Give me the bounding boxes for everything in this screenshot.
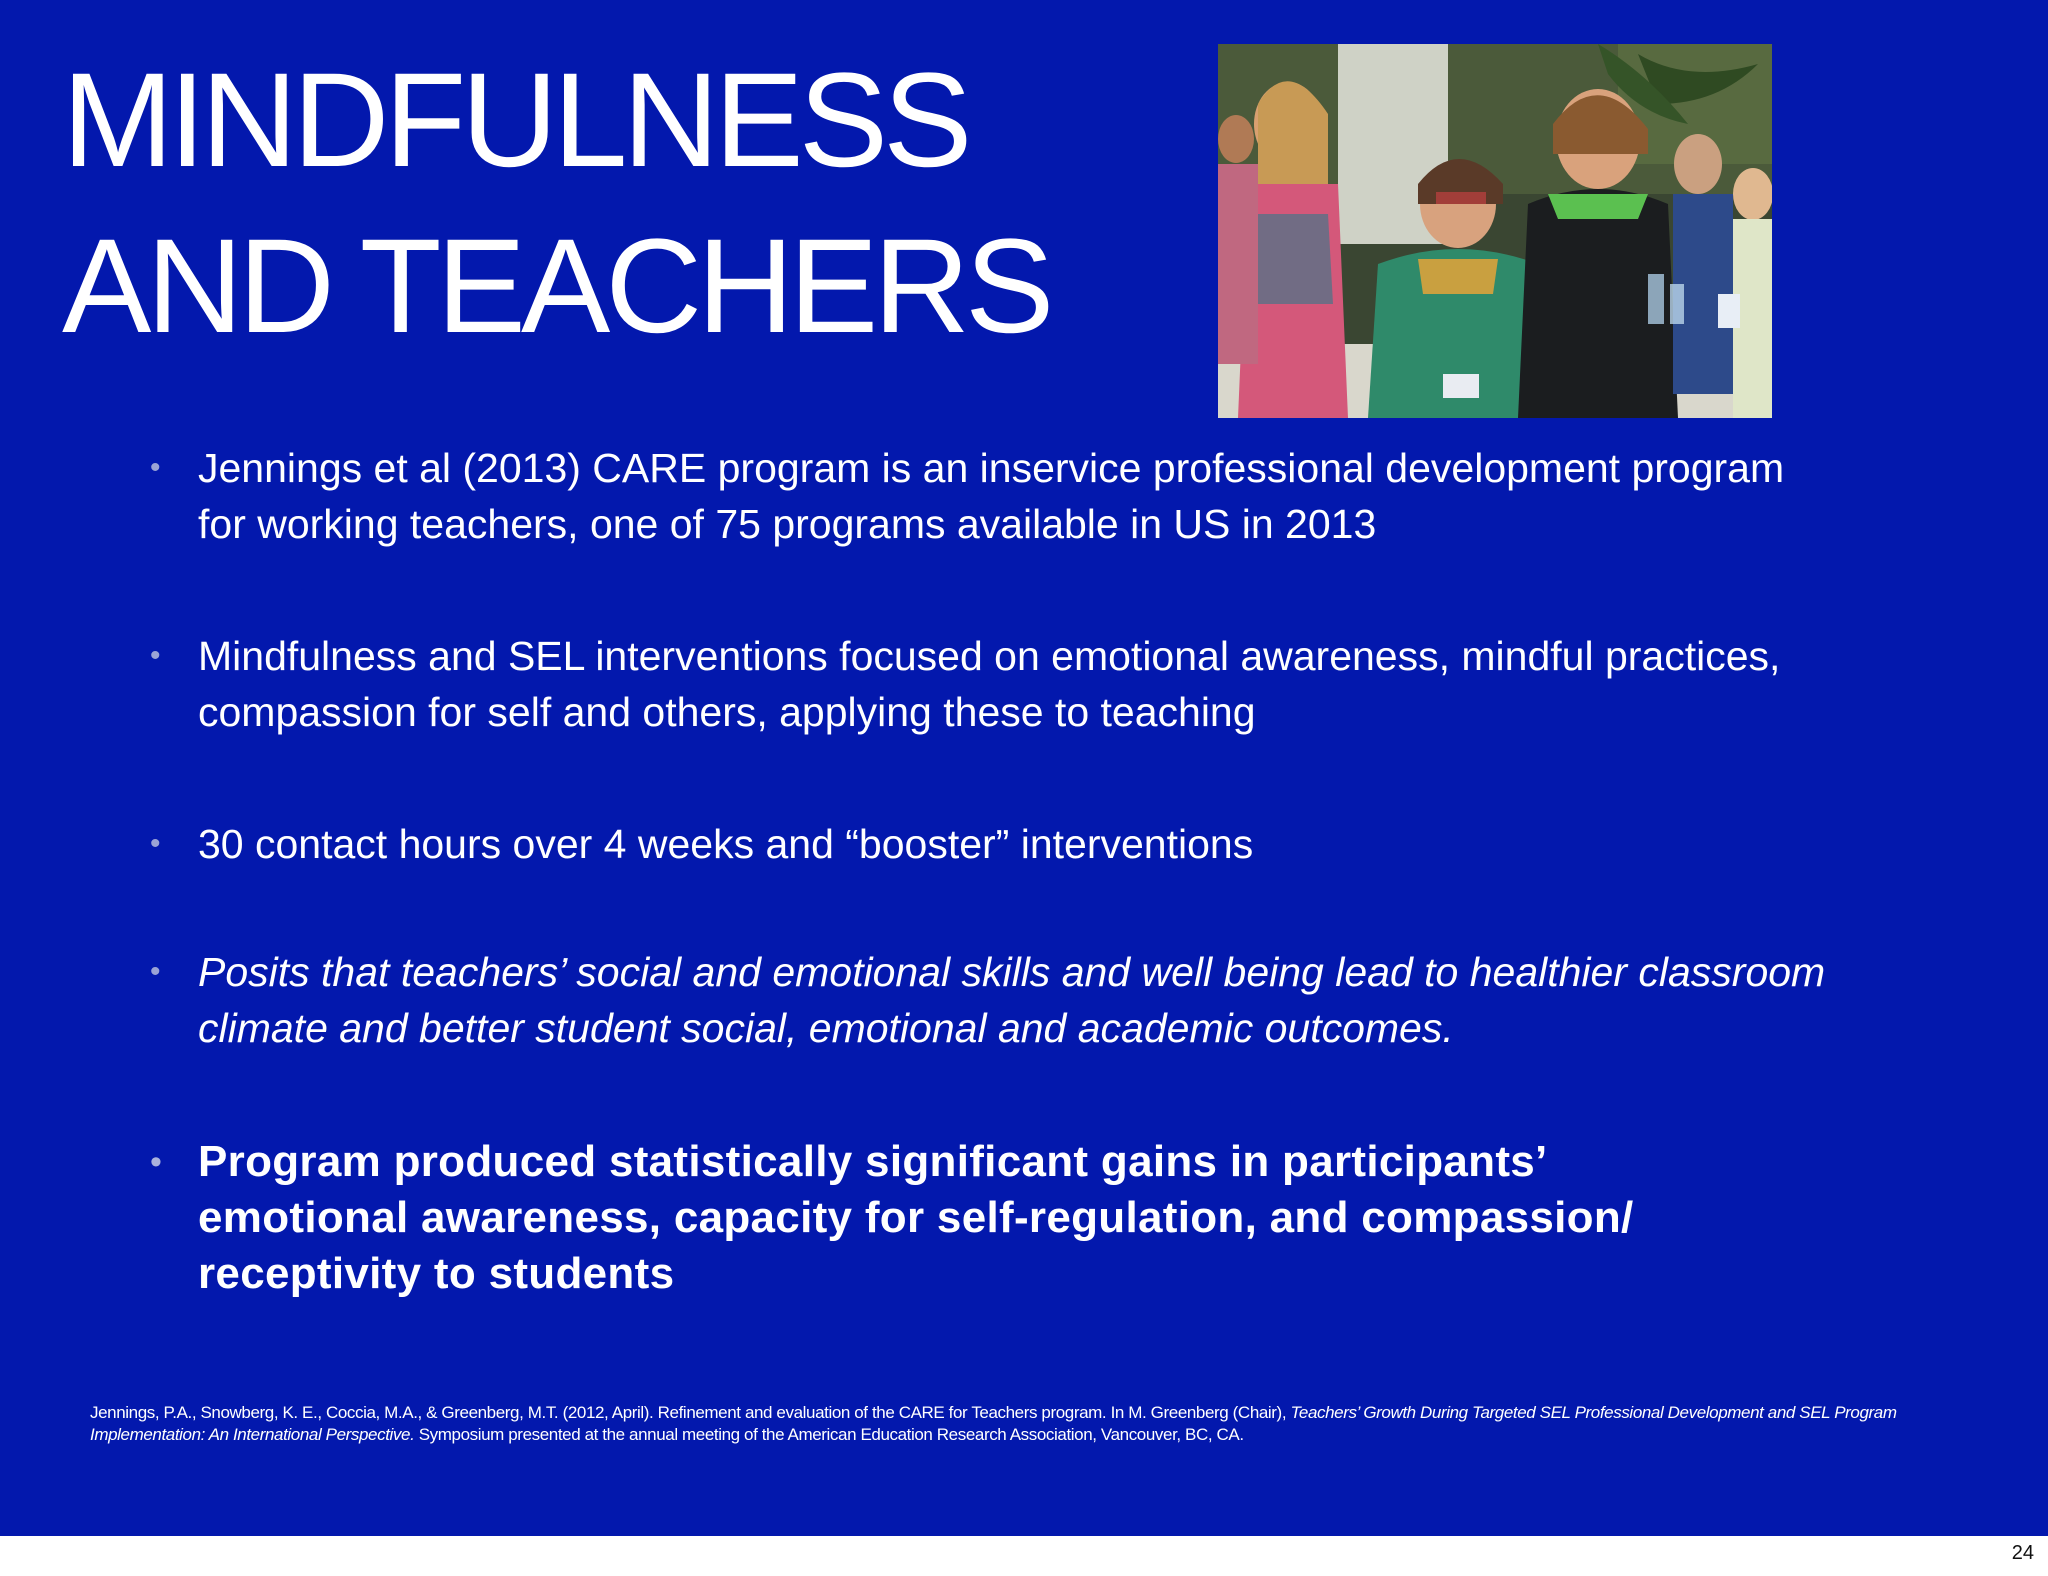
bullet-text <box>198 949 1825 1051</box>
bullet-item-results <box>146 1134 1866 1302</box>
bullet-dot: • <box>150 955 161 988</box>
bullet-item-posits <box>146 944 1866 1056</box>
citation-italic-text: Teachers’ Growth During Targeted SEL Professional Development and SEL Program Implementation: An International Perspective. <box>90 1403 1897 1444</box>
bullet-dot: • <box>150 1143 162 1181</box>
citation <box>90 1402 1990 1446</box>
bullet-text <box>198 1137 1634 1298</box>
bullet-line: emotional awareness, capacity for self-regulation, and compassion/ <box>198 1193 1634 1242</box>
bullet-text <box>198 821 1253 867</box>
teachers-photo <box>1218 44 1772 418</box>
bullet-line: Jennings et al (2013) CARE program is an inservice professional development program <box>198 445 1785 491</box>
bullet-item-interventions <box>146 628 1866 740</box>
bullet-line: 30 contact hours over 4 weeks and “booster” interventions <box>198 821 1254 867</box>
bullet-line: compassion for self and others, applying these to teaching <box>198 689 1256 735</box>
bullet-line: Posits that teachers’ social and emotional skills and well being lead to healthier classroom <box>198 949 1826 995</box>
bullet-line: Program produced statistically significant gains in participants’ <box>198 1137 1548 1186</box>
bullet-dot: • <box>150 827 161 860</box>
bullet-item-contact-hours <box>146 816 1866 872</box>
bullet-line: receptivity to students <box>198 1249 675 1298</box>
bullet-text <box>198 445 1784 547</box>
bullet-line: climate and better student social, emotional and academic outcomes. <box>198 1005 1454 1051</box>
page-number: 24 <box>2011 1542 2034 1564</box>
title-line-2: AND TEACHERS <box>62 212 1050 361</box>
bullet-list <box>146 440 1866 1302</box>
title-line-1: MINDFULNESS <box>62 46 968 195</box>
citation-text: Jennings, P.A., Snowberg, K. E., Coccia, M.A., & Greenberg, M.T. (2012, April). Refinement and evaluation of the CARE for Teachers program. In M. Greenberg (Chair), <box>90 1403 1291 1422</box>
slide-title <box>62 38 1049 370</box>
bullet-line: Mindfulness and SEL interventions focused on emotional awareness, mindful practices, <box>198 633 1781 679</box>
bullet-dot: • <box>150 451 161 484</box>
bullet-dot: • <box>150 639 161 672</box>
bullet-item-care-program <box>146 440 1866 552</box>
bullet-text <box>198 633 1780 735</box>
citation-text-end: Symposium presented at the annual meeting of the American Education Research Association, Vancouver, BC, CA. <box>414 1425 1244 1444</box>
bullet-line: for working teachers, one of 75 programs available in US in 2013 <box>198 501 1377 547</box>
